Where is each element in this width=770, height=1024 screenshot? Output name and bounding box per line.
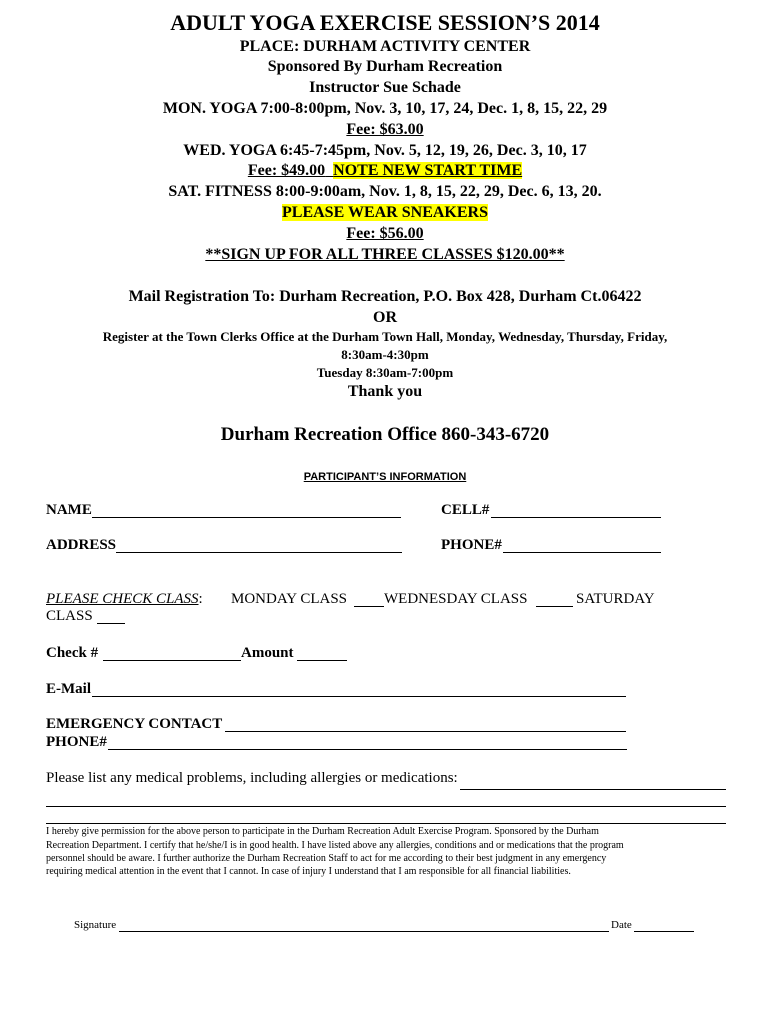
cell-label: CELL#: [441, 502, 490, 518]
saturday-class-label: SATURDAY: [576, 591, 655, 607]
email-field[interactable]: [92, 696, 626, 697]
saturday-fitness-schedule: SAT. FITNESS 8:00-9:00am, Nov. 1, 8, 15, 22, 29, Dec. 6, 13, 20.: [168, 183, 602, 200]
waiver-line-3: personnel should be aware. I further authorize the Durham Recreation Staff to act for me according to their best judgment in any emergency: [46, 853, 607, 864]
check-class-prompt: [46, 591, 203, 608]
participant-info-title: PARTICIPANT’S INFORMATION: [303, 471, 467, 483]
medical-line-3[interactable]: [46, 823, 726, 824]
sponsor-line: Sponsored By Durham Recreation: [267, 58, 503, 75]
medical-line-2[interactable]: [46, 806, 726, 807]
monday-fee: [0, 121, 770, 139]
signature-field[interactable]: [119, 931, 609, 932]
email-label: E-Mail: [46, 681, 91, 697]
monday-class-checkbox[interactable]: [354, 606, 384, 607]
wednesday-fee-line: [0, 162, 770, 180]
address-label: ADDRESS: [46, 537, 117, 553]
medical-prompt: Please list any medical problems, including allergies or medications:: [46, 770, 458, 786]
waiver-line-4: requiring medical attention in the event that I cannot. In case of injury I understand that I am responsible for all financial liabilities.: [46, 866, 571, 877]
address-field[interactable]: [116, 552, 402, 553]
sneakers-note-line: [0, 204, 770, 222]
wednesday-class-label: WEDNESDAY CLASS: [384, 591, 528, 607]
monday-class-label: MONDAY CLASS: [231, 591, 348, 607]
saturday-fee-text: Fee: $56.00: [346, 225, 424, 242]
new-start-time-note: NOTE NEW START TIME: [333, 162, 523, 179]
cell-field[interactable]: [491, 517, 661, 518]
wear-sneakers-note: PLEASE WEAR SNEAKERS: [282, 204, 488, 221]
office-phone: Durham Recreation Office 860-343-6720: [220, 424, 550, 445]
saturday-fee: [0, 225, 770, 243]
place-line: PLACE: DURHAM ACTIVITY CENTER: [239, 38, 531, 55]
emergency-phone-field[interactable]: [108, 749, 627, 750]
name-field[interactable]: [92, 517, 401, 518]
wednesday-yoga-schedule: WED. YOGA 6:45-7:45pm, Nov. 5, 12, 19, 26, Dec. 3, 10, 17: [183, 142, 587, 159]
name-label: NAME: [46, 502, 92, 518]
medical-line-1[interactable]: [460, 789, 726, 790]
participant-info-heading: [0, 471, 770, 483]
monday-fee-text: Fee: $63.00: [346, 121, 424, 138]
date-label: Date: [611, 919, 632, 931]
date-field[interactable]: [634, 931, 694, 932]
wednesday-class-checkbox[interactable]: [536, 606, 573, 607]
check-number-label: Check #: [46, 645, 99, 661]
town-hall-hours: 8:30am-4:30pm: [341, 347, 429, 362]
mail-registration: Mail Registration To: Durham Recreation, P.O. Box 428, Durham Ct.06422: [128, 288, 642, 305]
check-class-colon: :: [198, 591, 203, 607]
check-number-field[interactable]: [103, 660, 241, 661]
amount-field[interactable]: [297, 660, 347, 661]
page-title: ADULT YOGA EXERCISE SESSION’S 2014: [170, 10, 600, 35]
thank-you: Thank you: [347, 383, 423, 400]
monday-yoga-schedule: MON. YOGA 7:00-8:00pm, Nov. 3, 10, 17, 24, Dec. 1, 8, 15, 22, 29: [162, 100, 608, 117]
class-word: CLASS: [46, 608, 93, 624]
emergency-contact-label: EMERGENCY CONTACT: [46, 716, 223, 732]
phone-label: PHONE#: [441, 537, 502, 553]
waiver-line-2: Recreation Department. I certify that he/she/I is in good health. I have listed above any allergies, conditions and or medications that the program: [46, 840, 624, 851]
instructor-line: Instructor Sue Schade: [309, 79, 461, 96]
tuesday-hours: Tuesday 8:30am-7:00pm: [316, 365, 454, 380]
wednesday-fee: Fee: $49.00: [247, 162, 326, 179]
check-class-label: PLEASE CHECK CLASS: [46, 591, 199, 607]
saturday-class-checkbox[interactable]: [97, 623, 125, 624]
emergency-contact-field[interactable]: [225, 731, 626, 732]
signature-label: Signature: [74, 919, 117, 931]
emergency-phone-label: PHONE#: [46, 734, 107, 750]
town-hall-registration: Register at the Town Clerks Office at the Durham Town Hall, Monday, Wednesday, Thursday, Friday,: [102, 329, 668, 344]
amount-label: Amount: [241, 645, 294, 661]
all-three-classes-offer: [0, 246, 770, 264]
waiver-line-1: I hereby give permission for the above person to participate in the Durham Recreation Adult Exercise Program. Sponsored by the Durham: [46, 826, 599, 837]
or-separator: OR: [373, 309, 397, 326]
phone-field[interactable]: [503, 552, 661, 553]
all-three-classes-text: **SIGN UP FOR ALL THREE CLASSES $120.00**: [205, 246, 565, 263]
